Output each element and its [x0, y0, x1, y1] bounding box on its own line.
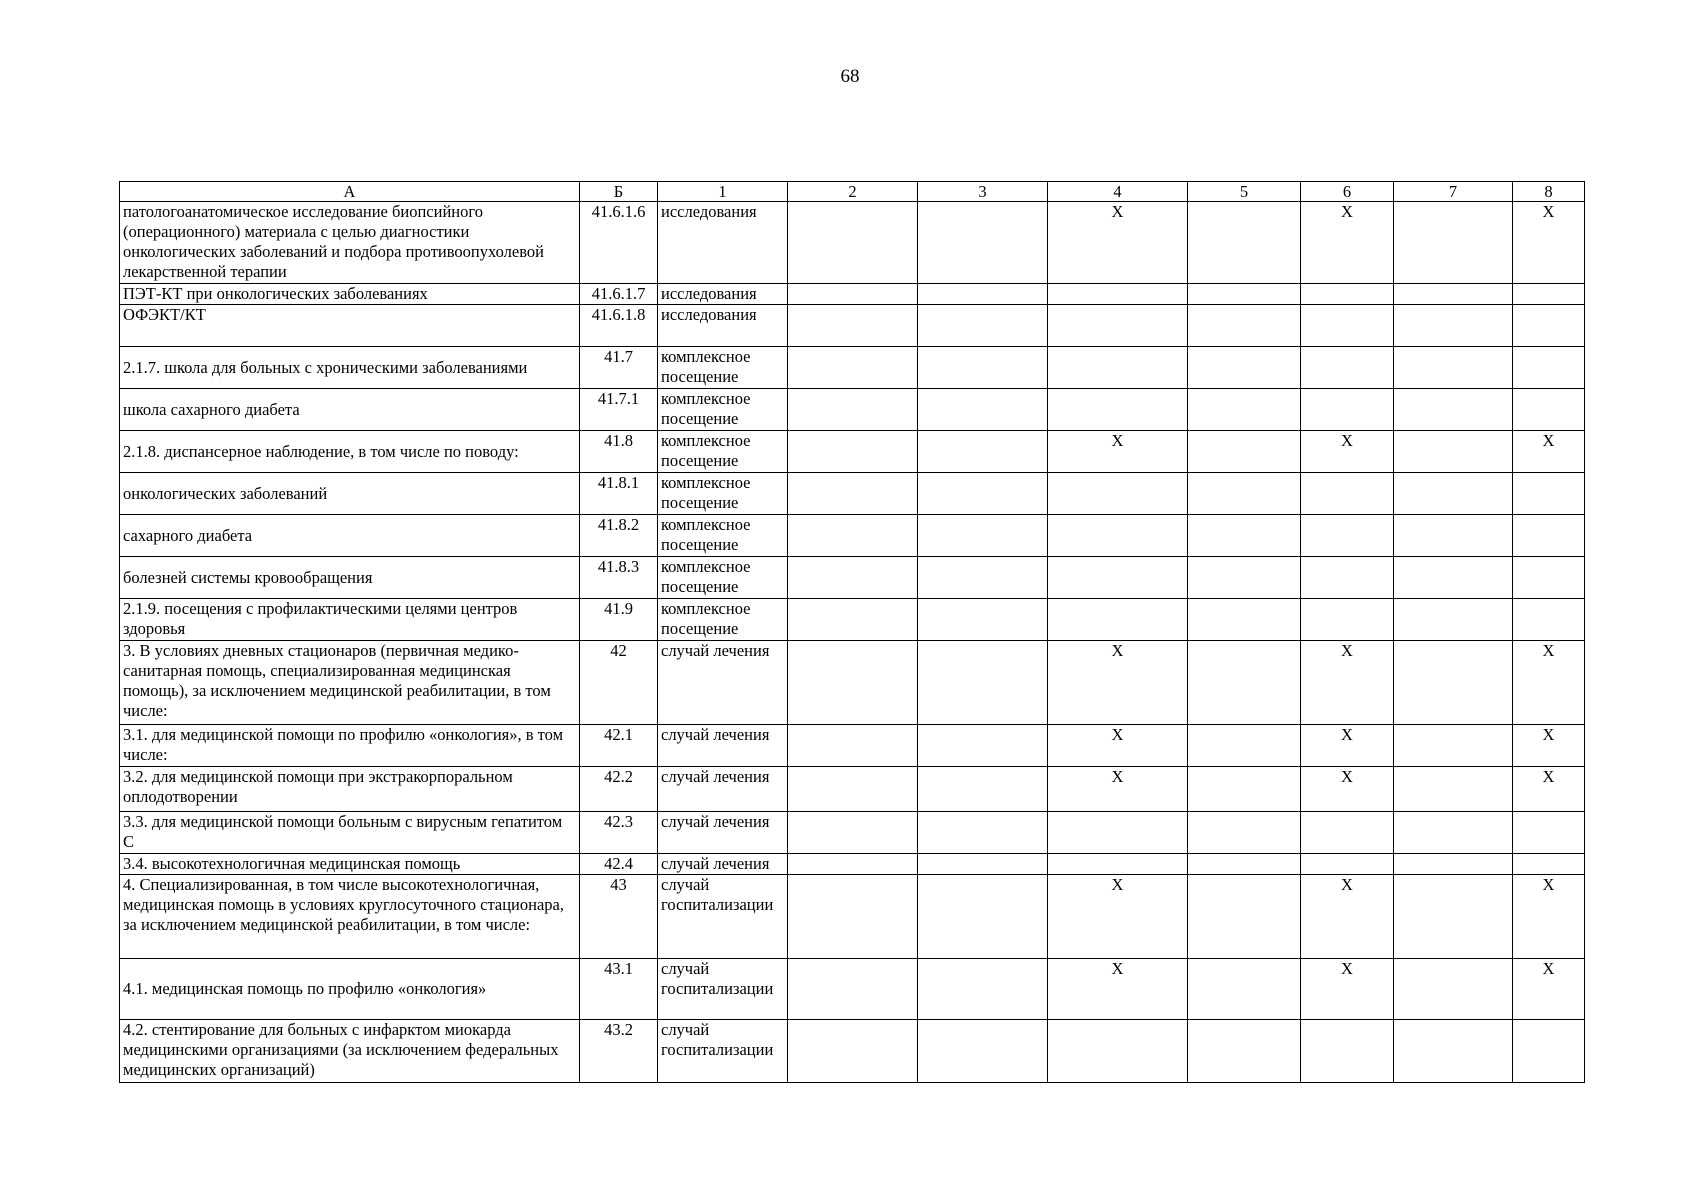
row-code: 43 — [580, 875, 658, 959]
cell-col-4 — [1048, 347, 1188, 389]
cell-col-4 — [1048, 1020, 1188, 1083]
cell-col-4 — [1048, 854, 1188, 875]
cell-col-6: X — [1301, 959, 1394, 1020]
cell-col-2 — [788, 725, 918, 767]
cell-col-8 — [1513, 284, 1585, 305]
cell-col-7 — [1394, 473, 1513, 515]
cell-col-2 — [788, 854, 918, 875]
row-unit: комплексное посещение — [658, 431, 788, 473]
cell-col-2 — [788, 515, 918, 557]
cell-col-7 — [1394, 725, 1513, 767]
row-name: сахарного диабета — [120, 515, 580, 557]
cell-col-2 — [788, 347, 918, 389]
cell-col-8 — [1513, 473, 1585, 515]
row-unit: случай лечения — [658, 725, 788, 767]
row-code: 41.8 — [580, 431, 658, 473]
cell-col-5 — [1188, 767, 1301, 812]
cell-col-6 — [1301, 347, 1394, 389]
row-code: 42.1 — [580, 725, 658, 767]
row-unit: комплексное посещение — [658, 389, 788, 431]
cell-col-4 — [1048, 473, 1188, 515]
cell-col-4 — [1048, 812, 1188, 854]
table-row — [120, 202, 1585, 284]
row-code: 42.4 — [580, 854, 658, 875]
cell-col-6: X — [1301, 202, 1394, 284]
row-code: 43.2 — [580, 1020, 658, 1083]
cell-col-8: X — [1513, 725, 1585, 767]
cell-col-5 — [1188, 389, 1301, 431]
row-code: 42 — [580, 641, 658, 725]
cell-col-4: X — [1048, 959, 1188, 1020]
row-code: 41.8.2 — [580, 515, 658, 557]
cell-col-7 — [1394, 284, 1513, 305]
cell-col-7 — [1394, 347, 1513, 389]
table-row — [120, 515, 1585, 557]
row-unit: случай госпитализации — [658, 1020, 788, 1083]
cell-col-6 — [1301, 557, 1394, 599]
row-name: 4.1. медицинская помощь по профилю «онкология» — [120, 959, 580, 1020]
row-unit: случай лечения — [658, 812, 788, 854]
header-cell-2: 2 — [788, 182, 918, 202]
cell-col-4 — [1048, 557, 1188, 599]
header-cell-5: 5 — [1188, 182, 1301, 202]
cell-col-7 — [1394, 1020, 1513, 1083]
row-code: 43.1 — [580, 959, 658, 1020]
cell-col-3 — [918, 641, 1048, 725]
cell-col-3 — [918, 812, 1048, 854]
cell-col-2 — [788, 812, 918, 854]
row-unit: комплексное посещение — [658, 515, 788, 557]
cell-col-5 — [1188, 431, 1301, 473]
header-cell-6: 6 — [1301, 182, 1394, 202]
cell-col-3 — [918, 202, 1048, 284]
table-row — [120, 599, 1585, 641]
cell-col-5 — [1188, 959, 1301, 1020]
cell-col-3 — [918, 854, 1048, 875]
cell-col-4: X — [1048, 641, 1188, 725]
cell-col-5 — [1188, 599, 1301, 641]
header-cell-4: 4 — [1048, 182, 1188, 202]
cell-col-8 — [1513, 389, 1585, 431]
row-name: 4.2. стентирование для больных с инфарктом миокарда медицинскими организациями (за исключением федеральных медицинских организаций) — [120, 1020, 580, 1083]
cell-col-5 — [1188, 812, 1301, 854]
cell-col-6 — [1301, 473, 1394, 515]
cell-col-5 — [1188, 305, 1301, 347]
cell-col-5 — [1188, 202, 1301, 284]
table-row — [120, 557, 1585, 599]
cell-col-8 — [1513, 599, 1585, 641]
cell-col-2 — [788, 473, 918, 515]
row-code: 41.6.1.8 — [580, 305, 658, 347]
row-name: 2.1.7. школа для больных с хроническими заболеваниями — [120, 347, 580, 389]
cell-col-4 — [1048, 515, 1188, 557]
cell-col-2 — [788, 767, 918, 812]
cell-col-6 — [1301, 1020, 1394, 1083]
row-code: 41.7 — [580, 347, 658, 389]
cell-col-3 — [918, 725, 1048, 767]
cell-col-6 — [1301, 389, 1394, 431]
row-name: 4. Специализированная, в том числе высокотехнологичная, медицинская помощь в условиях круглосуточного стационара, за исключением медицинской реабилитации, в том числе: — [120, 875, 580, 959]
cell-col-8 — [1513, 557, 1585, 599]
table-row — [120, 725, 1585, 767]
header-cell-b: Б — [580, 182, 658, 202]
cell-col-8 — [1513, 812, 1585, 854]
cell-col-5 — [1188, 725, 1301, 767]
row-name: онкологических заболеваний — [120, 473, 580, 515]
table-row — [120, 641, 1585, 725]
cell-col-8 — [1513, 1020, 1585, 1083]
table-row — [120, 767, 1585, 812]
row-unit: исследования — [658, 305, 788, 347]
cell-col-2 — [788, 202, 918, 284]
row-unit: случай госпитализации — [658, 875, 788, 959]
cell-col-3 — [918, 599, 1048, 641]
cell-col-6: X — [1301, 431, 1394, 473]
row-unit: исследования — [658, 284, 788, 305]
row-unit: случай лечения — [658, 854, 788, 875]
row-name: 2.1.8. диспансерное наблюдение, в том числе по поводу: — [120, 431, 580, 473]
cell-col-6 — [1301, 515, 1394, 557]
cell-col-4 — [1048, 284, 1188, 305]
table-row — [120, 347, 1585, 389]
table-row — [120, 389, 1585, 431]
table-row — [120, 959, 1585, 1020]
header-row — [120, 182, 1585, 202]
cell-col-7 — [1394, 875, 1513, 959]
cell-col-6: X — [1301, 641, 1394, 725]
row-unit: комплексное посещение — [658, 347, 788, 389]
cell-col-7 — [1394, 389, 1513, 431]
cell-col-6 — [1301, 599, 1394, 641]
row-code: 41.8.1 — [580, 473, 658, 515]
cell-col-6 — [1301, 284, 1394, 305]
data-table — [119, 181, 1585, 1083]
table-row — [120, 473, 1585, 515]
row-name: патологоанатомическое исследование биопсийного (операционного) материала с целью диагностики онкологических заболеваний и подбора противоопухолевой лекарственной терапии — [120, 202, 580, 284]
table-row — [120, 1020, 1585, 1083]
cell-col-5 — [1188, 347, 1301, 389]
cell-col-4: X — [1048, 431, 1188, 473]
cell-col-8: X — [1513, 431, 1585, 473]
cell-col-2 — [788, 431, 918, 473]
cell-col-3 — [918, 473, 1048, 515]
cell-col-7 — [1394, 767, 1513, 812]
cell-col-5 — [1188, 473, 1301, 515]
cell-col-2 — [788, 1020, 918, 1083]
cell-col-7 — [1394, 431, 1513, 473]
cell-col-7 — [1394, 515, 1513, 557]
table-row — [120, 875, 1585, 959]
row-name: 3.4. высокотехнологичная медицинская помощь — [120, 854, 580, 875]
table-row — [120, 854, 1585, 875]
cell-col-5 — [1188, 854, 1301, 875]
cell-col-2 — [788, 875, 918, 959]
header-cell-1: 1 — [658, 182, 788, 202]
row-name: 3. В условиях дневных стационаров (первичная медико-санитарная помощь, специализированная медицинская помощь), за исключением медицинской реабилитации, в том числе: — [120, 641, 580, 725]
cell-col-6: X — [1301, 875, 1394, 959]
cell-col-7 — [1394, 854, 1513, 875]
cell-col-8: X — [1513, 767, 1585, 812]
header-cell-3: 3 — [918, 182, 1048, 202]
cell-col-4 — [1048, 389, 1188, 431]
page-number: 68 — [840, 66, 860, 87]
table-row — [120, 305, 1585, 347]
cell-col-3 — [918, 767, 1048, 812]
header-cell-7: 7 — [1394, 182, 1513, 202]
row-code: 41.8.3 — [580, 557, 658, 599]
row-name: 2.1.9. посещения с профилактическими целями центров здоровья — [120, 599, 580, 641]
cell-col-2 — [788, 557, 918, 599]
cell-col-3 — [918, 875, 1048, 959]
cell-col-5 — [1188, 515, 1301, 557]
row-name: болезней системы кровообращения — [120, 557, 580, 599]
row-code: 41.9 — [580, 599, 658, 641]
cell-col-3 — [918, 557, 1048, 599]
row-code: 42.2 — [580, 767, 658, 812]
row-name: школа сахарного диабета — [120, 389, 580, 431]
cell-col-7 — [1394, 599, 1513, 641]
cell-col-3 — [918, 305, 1048, 347]
cell-col-4: X — [1048, 725, 1188, 767]
cell-col-8: X — [1513, 641, 1585, 725]
cell-col-2 — [788, 959, 918, 1020]
cell-col-4 — [1048, 305, 1188, 347]
row-code: 41.6.1.7 — [580, 284, 658, 305]
row-name: 3.2. для медицинской помощи при экстракорпоральном оплодотворении — [120, 767, 580, 812]
cell-col-2 — [788, 284, 918, 305]
cell-col-7 — [1394, 305, 1513, 347]
cell-col-3 — [918, 284, 1048, 305]
cell-col-8: X — [1513, 875, 1585, 959]
cell-col-6 — [1301, 812, 1394, 854]
cell-col-8 — [1513, 347, 1585, 389]
table-row — [120, 431, 1585, 473]
row-name: ОФЭКТ/КТ — [120, 305, 580, 347]
cell-col-2 — [788, 641, 918, 725]
cell-col-3 — [918, 1020, 1048, 1083]
row-unit: случай лечения — [658, 641, 788, 725]
cell-col-4: X — [1048, 875, 1188, 959]
row-unit: комплексное посещение — [658, 473, 788, 515]
cell-col-8 — [1513, 305, 1585, 347]
cell-col-7 — [1394, 959, 1513, 1020]
cell-col-3 — [918, 389, 1048, 431]
cell-col-8 — [1513, 854, 1585, 875]
cell-col-5 — [1188, 1020, 1301, 1083]
row-unit: случай лечения — [658, 767, 788, 812]
cell-col-2 — [788, 599, 918, 641]
header-cell-8: 8 — [1513, 182, 1585, 202]
cell-col-6 — [1301, 305, 1394, 347]
row-code: 41.7.1 — [580, 389, 658, 431]
row-unit: комплексное посещение — [658, 599, 788, 641]
cell-col-6 — [1301, 854, 1394, 875]
cell-col-3 — [918, 431, 1048, 473]
cell-col-5 — [1188, 557, 1301, 599]
header-cell-a: А — [120, 182, 580, 202]
cell-col-4 — [1048, 599, 1188, 641]
row-code: 41.6.1.6 — [580, 202, 658, 284]
row-name: 3.3. для медицинской помощи больным с вирусным гепатитом С — [120, 812, 580, 854]
row-name: ПЭТ-КТ при онкологических заболеваниях — [120, 284, 580, 305]
cell-col-2 — [788, 389, 918, 431]
row-unit: комплексное посещение — [658, 557, 788, 599]
row-unit: исследования — [658, 202, 788, 284]
cell-col-7 — [1394, 812, 1513, 854]
cell-col-5 — [1188, 641, 1301, 725]
table-row — [120, 284, 1585, 305]
cell-col-6: X — [1301, 767, 1394, 812]
cell-col-6: X — [1301, 725, 1394, 767]
cell-col-3 — [918, 515, 1048, 557]
cell-col-2 — [788, 305, 918, 347]
cell-col-7 — [1394, 202, 1513, 284]
row-name: 3.1. для медицинской помощи по профилю «онкология», в том числе: — [120, 725, 580, 767]
cell-col-8: X — [1513, 959, 1585, 1020]
cell-col-5 — [1188, 284, 1301, 305]
cell-col-7 — [1394, 641, 1513, 725]
cell-col-8: X — [1513, 202, 1585, 284]
table-row — [120, 812, 1585, 854]
row-code: 42.3 — [580, 812, 658, 854]
cell-col-7 — [1394, 557, 1513, 599]
cell-col-4: X — [1048, 202, 1188, 284]
cell-col-3 — [918, 347, 1048, 389]
cell-col-4: X — [1048, 767, 1188, 812]
cell-col-8 — [1513, 515, 1585, 557]
cell-col-5 — [1188, 875, 1301, 959]
cell-col-3 — [918, 959, 1048, 1020]
row-unit: случай госпитализации — [658, 959, 788, 1020]
